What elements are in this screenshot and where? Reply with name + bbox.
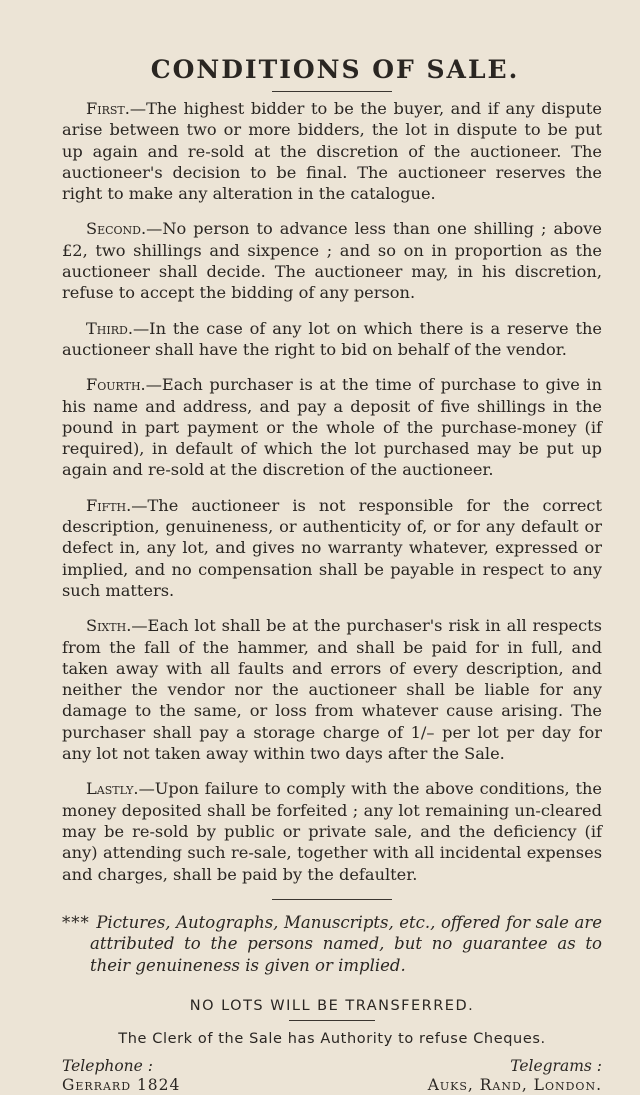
condition-lead: Fifth. [86, 495, 132, 515]
condition-lead: Sixth. [86, 616, 132, 636]
condition-text: —The highest bidder to be the buyer, and if any dispute arise between two or more bidders, the lot in dispute to be put up again and re-sold at the discretion of the auctioneer. The auctioneer's decision to be final. The auctioneer reserves the right to make any alteration in the catalogue. [62, 99, 602, 204]
condition-text: —In the case of any lot on which there is a reserve the auctioneer shall have the right to bid on behalf of the vendor. [62, 318, 602, 359]
condition-sixth [62, 615, 602, 764]
telephone-block [62, 1057, 180, 1095]
condition-fifth [62, 495, 602, 601]
no-transfer-notice: NO LOTS WILL BE TRANSFERRED. [189, 998, 475, 1015]
condition-lead: Second. [86, 219, 147, 239]
attribution-note-text: Pictures, Autographs, Manuscripts, etc., offered for sale are attributed to the persons named, but no guarantee as to their genuineness is given or implied. [90, 912, 602, 975]
telegrams-value: Auks, Rand, London. [427, 1076, 602, 1095]
condition-third [62, 318, 602, 361]
page-title: CONDITIONS OF SALE. [150, 55, 520, 84]
condition-second [62, 218, 602, 303]
conditions-list [62, 98, 602, 885]
condition-lastly [62, 778, 602, 884]
telegrams-block [428, 1057, 602, 1095]
section-rule [272, 899, 392, 900]
telephone-value: Gerrard 1824 [62, 1076, 181, 1095]
telegrams-label: Telegrams : [510, 1057, 602, 1076]
condition-text: —Each lot shall be at the purchaser's risk in all respects from the fall of the hammer, and shall be paid for in full, and taken away with all faults and errors of every description, and neither the vendor nor the auctioneer shall be liable for any damage to the same, or loss from whatever cause arising. The purchaser shall pay a storage charge of 1/– per lot per day for any lot not taken away within two days after the Sale. [62, 616, 602, 764]
condition-first [62, 98, 602, 204]
condition-text: —Upon failure to comply with the above conditions, the money deposited shall be forfeited ; any lot remaining un-cleared may be re-sold by public or private sale, and the deficiency (if any) attending such re-sale, together with all incidental expenses and charges, shall be paid by the defaulter. [62, 779, 602, 884]
condition-text: —Each purchaser is at the time of purchase to give in his name and address, and pay a deposit of five shillings in the pound in part payment or the whole of the purchase-money (if required), in default of which the lot purchased may be put up again and re-sold at the discretion of the auctioneer. [62, 375, 602, 480]
asterism: *** [62, 912, 97, 932]
condition-lead: Third. [86, 318, 133, 338]
clerk-notice: The Clerk of the Sale has Authority to refuse Cheques. [118, 1031, 546, 1048]
title-rule [272, 91, 392, 92]
attribution-note [62, 912, 602, 977]
notice-rule [289, 1020, 375, 1021]
condition-text: —The auctioneer is not responsible for the correct description, genuineness, or authenticity of, or for any default or defect in, any lot, and gives no warranty whatever, expressed or implied, and no compensation shall be payable in respect to any such matters. [62, 495, 602, 600]
condition-lead: Fourth. [86, 375, 146, 395]
condition-lead: Lastly. [86, 779, 139, 799]
condition-fourth [62, 374, 602, 480]
contact-footer [62, 1057, 602, 1095]
condition-text: —No person to advance less than one shilling ; above £2, two shillings and sixpence ; and so on in proportion as the auctioneer shall decide. The auctioneer may, in his discretion, refuse to accept the bidding of any person. [62, 219, 602, 303]
condition-lead: First. [86, 99, 130, 118]
telephone-label: Telephone : [62, 1057, 153, 1076]
